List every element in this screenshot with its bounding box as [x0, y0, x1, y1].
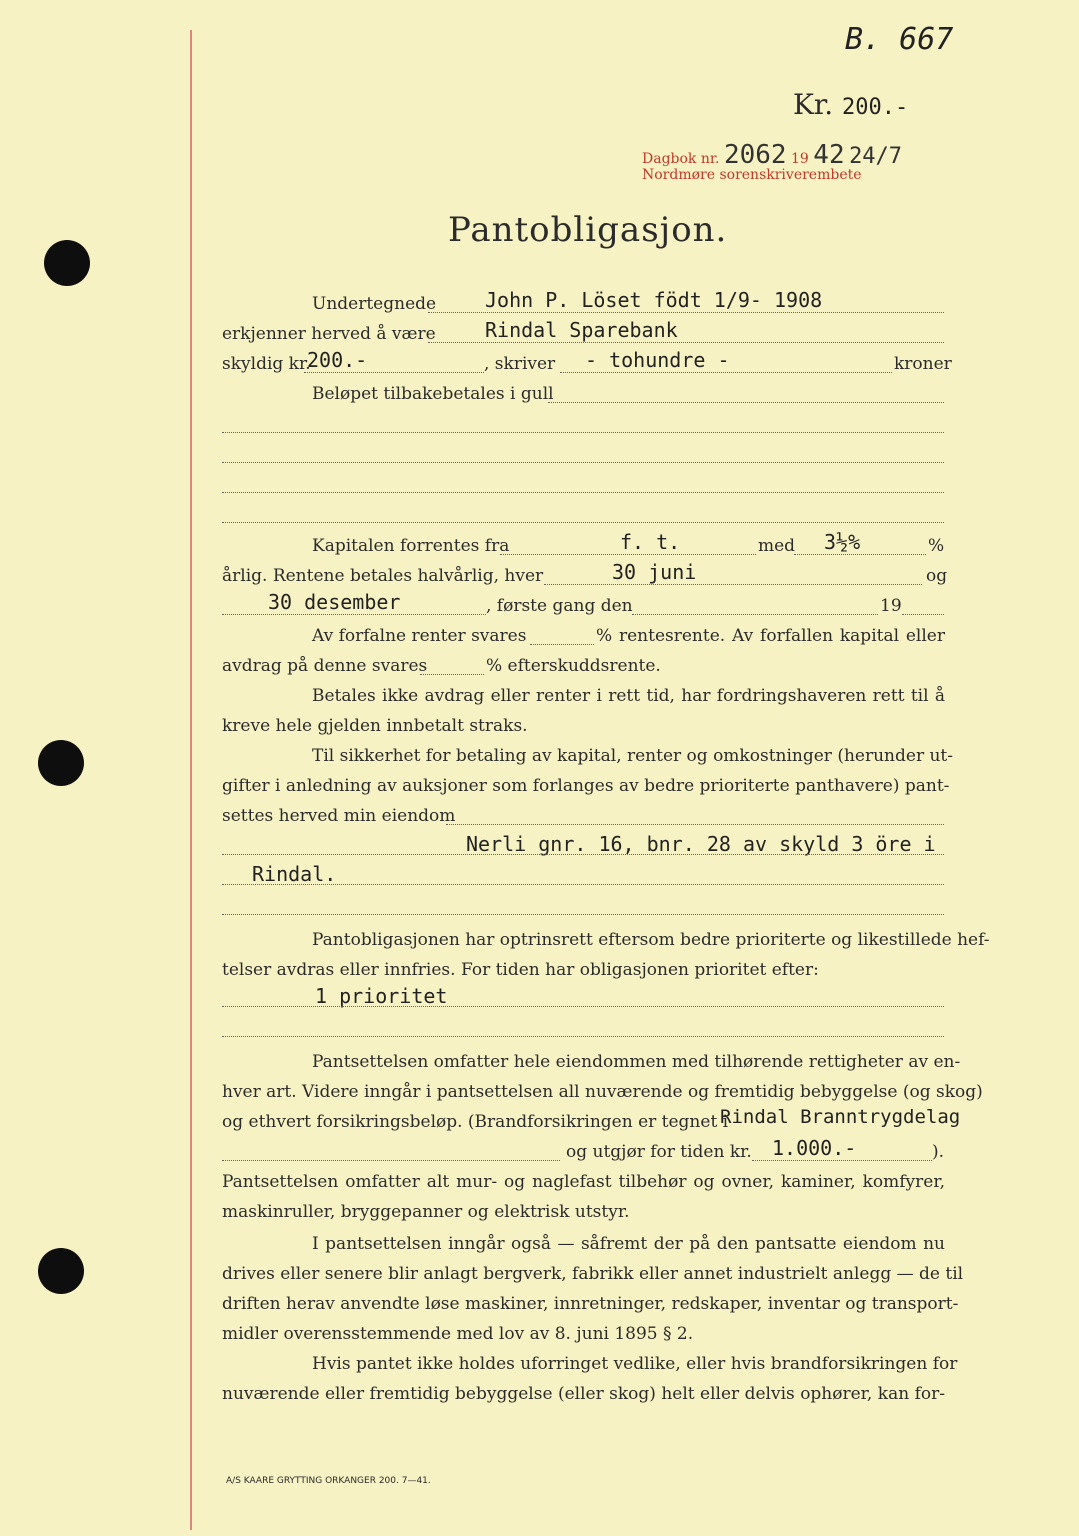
punch-hole — [44, 240, 90, 286]
term1-value: 30 juni — [612, 560, 697, 584]
kroner-label: kroner — [894, 354, 952, 374]
erkjenner-label: erkjenner herved å være — [222, 324, 436, 344]
p3b: gifter i anledning av auksjoner som forlanges av bedre prioriterte panthavere) pant- — [222, 776, 950, 796]
og-label: og — [926, 566, 948, 586]
amount-value: 200.- — [842, 95, 909, 120]
p7d: midler overensstemmende med lov av 8. juni 1895 § 2. — [222, 1324, 694, 1344]
skriver-value: - tohundre - — [585, 348, 730, 372]
kapital-from-value: f. t. — [620, 530, 681, 554]
dotted-line — [222, 884, 944, 885]
p6a: Pantsettelsen omfatter alt mur- og naglefast tilbehør og ovner, kaminer, komfyrer, — [222, 1172, 945, 1192]
dotted-line — [544, 584, 922, 585]
p3c: settes herved min eiendom — [222, 806, 456, 826]
dotted-line — [500, 554, 756, 555]
p8a: Hvis pantet ikke holdes uforringet vedlike, eller hvis brandforsikringen for — [312, 1354, 958, 1374]
p2a: Betales ikke avdrag eller renter i rett tid, har fordringshaveren rett til å — [312, 686, 945, 706]
undertegnede-value: John P. Löset födt 1/9- 1908 — [485, 288, 823, 312]
p1a: Av forfalne renter svares — [312, 626, 527, 646]
priority-value: 1 prioritet — [315, 984, 448, 1008]
insured-value: 1.000.- — [772, 1136, 857, 1160]
term2-value: 30 desember — [268, 590, 401, 614]
stamp-year-prefix: 19 — [791, 151, 809, 167]
skyldig-label: skyldig kr. — [222, 354, 311, 374]
dotted-line — [222, 462, 944, 463]
p2b: kreve hele gjelden innbetalt straks. — [222, 716, 528, 736]
dotted-line — [304, 372, 484, 373]
amount-prefix: Kr. — [793, 88, 834, 121]
p4b: telser avdras eller innfries. For tiden har obligasjonen prioritet efter: — [222, 960, 819, 980]
stamp-date: 24/7 — [849, 144, 903, 169]
p1d: % efterskuddsrente. — [486, 656, 661, 676]
stamp-office: Nordmøre sorenskriverembete — [642, 167, 862, 183]
belopet-label: Beløpet tilbakebetales i gull — [312, 384, 554, 404]
arlig-label: årlig. Rentene betales halvårlig, hver — [222, 566, 544, 586]
dotted-line — [530, 644, 594, 645]
insurer-value: Rindal Branntrygdelag — [720, 1106, 961, 1128]
erkjenner-value: Rindal Sparebank — [485, 318, 678, 342]
p7b: drives eller senere blir anlagt bergverk, fabrikk eller annet industrielt anlegg — de til — [222, 1264, 964, 1284]
dotted-line — [222, 1160, 560, 1161]
undertegnede-label: Undertegnede — [312, 294, 437, 314]
dotted-line — [560, 372, 892, 373]
dotted-line — [794, 554, 926, 555]
p1b: % rentesrente. Av forfallen kapital eller — [596, 626, 945, 646]
dotted-line — [420, 674, 484, 675]
dotted-line — [428, 342, 944, 343]
stamp-line1 — [642, 140, 902, 170]
forste-label: , første gang den — [486, 596, 633, 616]
punch-hole — [38, 1248, 84, 1294]
margin-line — [190, 30, 192, 1530]
p6b: maskinruller, bryggepanner og elektrisk utstyr. — [222, 1202, 630, 1222]
dotted-line — [548, 402, 944, 403]
stamp-label: Dagbok nr. — [642, 151, 720, 167]
dotted-line — [222, 522, 944, 523]
skriver-label: , skriver — [484, 354, 556, 374]
year-suffix: 19 — [880, 596, 902, 616]
corner-mark: B. 667 — [845, 22, 954, 57]
dotted-line — [632, 614, 878, 615]
p3a: Til sikkerhet for betaling av kapital, renter og omkostninger (herunder ut- — [312, 746, 953, 766]
p5a: Pantsettelsen omfatter hele eiendommen med tilhørende rettigheter av en- — [312, 1052, 961, 1072]
dotted-line — [902, 614, 944, 615]
dotted-line — [446, 824, 944, 825]
property-line2: Rindal. — [252, 862, 337, 886]
p4a: Pantobligasjonen har optrinsrett eftersom bedre prioriterte og likestillede hef- — [312, 930, 990, 950]
percent-sign: % — [928, 536, 945, 556]
stamp-year: 42 — [813, 140, 845, 170]
dotted-line — [752, 1160, 932, 1161]
dotted-line — [222, 492, 944, 493]
punch-hole — [38, 740, 84, 786]
p5b: hver art. Videre inngår i pantsettelsen all nuværende og fremtidig bebyggelse (og skog) — [222, 1082, 983, 1102]
page-title: Pantobligasjon. — [448, 210, 728, 250]
p5c: og ethvert forsikringsbeløp. (Brandforsikringen er tegnet i — [222, 1112, 729, 1132]
dotted-line — [222, 432, 944, 433]
dotted-line — [222, 1036, 944, 1037]
p5e: ). — [932, 1142, 945, 1162]
dotted-line — [222, 1006, 944, 1007]
med-label: med — [758, 536, 796, 556]
dotted-line — [428, 312, 944, 313]
p7a: I pantsettelsen inngår også — såfremt der på den pantsatte eiendom nu — [312, 1234, 945, 1254]
dotted-line — [222, 914, 944, 915]
p1c: avdrag på denne svares — [222, 656, 428, 676]
kapital-label: Kapitalen forrentes fra — [312, 536, 510, 556]
amount-header — [793, 88, 908, 121]
dotted-line — [222, 854, 944, 855]
p8b: nuværende eller fremtidig bebyggelse (eller skog) helt eller delvis ophører, kan for- — [222, 1384, 945, 1404]
dotted-line — [222, 614, 486, 615]
printer-note: A/S KAARE GRYTTING ORKANGER 200. 7—41. — [226, 1476, 431, 1486]
stamp-number: 2062 — [723, 140, 787, 170]
property-line1: Nerli gnr. 16, bnr. 28 av skyld 3 öre i — [466, 832, 936, 856]
skyldig-value: 200.- — [307, 348, 368, 372]
rate-value: 3½% — [824, 530, 861, 554]
p5d: og utgjør for tiden kr. — [566, 1142, 752, 1162]
p7c: driften herav anvendte løse maskiner, innretninger, redskaper, inventar og transport- — [222, 1294, 959, 1314]
